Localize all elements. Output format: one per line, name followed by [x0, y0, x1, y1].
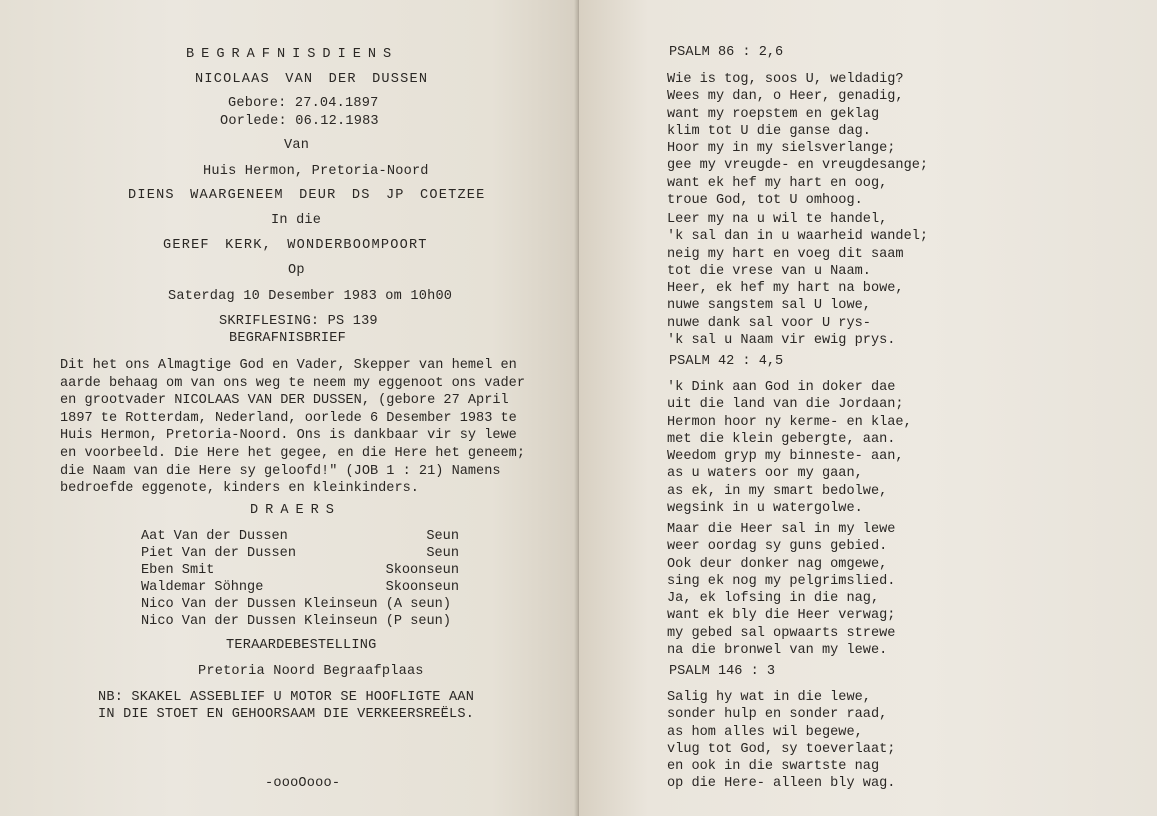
- verse-line: met die klein gebergte, aan.: [667, 431, 896, 447]
- bearer-role: Seun: [426, 529, 459, 544]
- letter-line: bedroefde eggenote, kinders en kleinkinders.: [60, 481, 419, 497]
- psalm-stanza: [667, 379, 967, 517]
- verse-line: neig my hart en voeg dit saam: [667, 246, 904, 262]
- letter-line: die Naam van die Here sy geloofd!" (JOB 1 : 21) Namens: [60, 463, 501, 479]
- verse-line: tot die vrese van u Naam.: [667, 263, 871, 279]
- verse-line: nuwe sangstem sal U lowe,: [667, 298, 871, 314]
- verse-line: Leer my na u wil te handel,: [667, 212, 888, 227]
- letter-line: 1897 te Rotterdam, Nederland, oorlede 6 Desember 1983 te: [60, 410, 517, 426]
- in-label: In die: [271, 213, 322, 228]
- verse-line: Salig hy wat in die lewe,: [667, 690, 871, 705]
- right-page: [579, 0, 1157, 816]
- bearer-role: Seun: [426, 546, 459, 561]
- notice-line-1: NB: SKAKEL ASSEBLIEF U MOTOR SE HOOFLIGTE AAN: [98, 690, 475, 705]
- verse-line: vlug tot God, sy toeverlaat;: [667, 741, 896, 757]
- verse-line: as u waters oor my gaan,: [667, 466, 863, 482]
- verse-line: Weedom gryp my binneste- aan,: [667, 449, 904, 465]
- psalm-stanza: [667, 689, 967, 793]
- verse-line: Maar die Heer sal in my lewe: [667, 522, 896, 537]
- death-date: Oorlede: 06.12.1983: [220, 114, 379, 129]
- deceased-name: NICOLAAS VAN DER DUSSEN: [195, 72, 429, 87]
- verse-line: nuwe dank sal voor U rys-: [667, 315, 871, 331]
- verse-line: as ek, in my smart bedolwe,: [667, 483, 888, 499]
- psalm-stanza: [667, 71, 967, 209]
- psalm-title: PSALM 42 : 4,5: [669, 354, 784, 369]
- verse-line: sing ek nog my pelgrimslied.: [667, 573, 896, 589]
- birth-date: Gebore: 27.04.1897: [228, 96, 379, 111]
- from-label: Van: [284, 138, 310, 153]
- verse-line: Wie is tog, soos U, weldadig?: [667, 72, 904, 87]
- psalm-stanza: [667, 521, 967, 659]
- notice-line-2: IN DIE STOET EN GEHOORSAAM DIE VERKEERSREËLS.: [98, 707, 475, 722]
- verse-line: na die bronwel van my lewe.: [667, 643, 888, 659]
- bearer-row: [141, 596, 459, 613]
- verse-line: gee my vreugde- en vreugdesange;: [667, 158, 929, 174]
- verse-line: troue God, tot U omhoog.: [667, 193, 863, 209]
- psalm-stanza: [667, 211, 967, 349]
- location: Huis Hermon, Pretoria-Noord: [203, 164, 429, 179]
- officiant: DIENS WAARGENEEM DEUR DS JP COETZEE: [128, 188, 486, 203]
- verse-line: Wees my dan, o Heer, genadig,: [667, 89, 904, 105]
- verse-line: Hoor my in my sielsverlange;: [667, 141, 896, 157]
- burial-title: TERAARDEBESTELLING: [226, 638, 377, 653]
- verse-line: Hermon hoor ny kerme- en klae,: [667, 414, 912, 430]
- verse-line: want ek bly die Heer verwag;: [667, 608, 896, 624]
- letter-line: Huis Hermon, Pretoria-Noord. Ons is dankbaar vir sy lewe: [60, 428, 517, 444]
- psalm-title: PSALM 146 : 3: [669, 664, 776, 679]
- verse-line: en ook in die swartste nag: [667, 759, 880, 775]
- verse-line: wegsink in u watergolwe.: [667, 501, 863, 517]
- cemetery: Pretoria Noord Begraafplaas: [198, 664, 424, 679]
- letter-line: en voorbeeld. Die Here het gegee, en die Here het geneem;: [60, 445, 525, 461]
- verse-line: uit die land van die Jordaan;: [667, 397, 904, 413]
- verse-line: weer oordag sy guns gebied.: [667, 539, 888, 555]
- bearer-role: Skoonseun: [385, 580, 459, 595]
- bearer-row: [141, 562, 459, 579]
- bearer-row: [141, 579, 459, 596]
- verse-line: klim tot U die ganse dag.: [667, 123, 871, 139]
- letter-line: en grootvader NICOLAAS VAN DER DUSSEN, (gebore 27 April: [60, 393, 509, 409]
- verse-line: as hom alles wil begewe,: [667, 724, 863, 740]
- bearer-name: Waldemar Söhnge: [141, 580, 264, 595]
- bearer-name: Nico Van der Dussen Kleinseun (A seun): [141, 597, 451, 612]
- end-mark: -oooOooo-: [265, 776, 341, 791]
- letter-title: BEGRAFNISBRIEF: [229, 331, 347, 346]
- scripture-reading: SKRIFLESING: PS 139: [219, 314, 378, 329]
- service-date-time: Saterdag 10 Desember 1983 om 10h00: [168, 289, 453, 304]
- letter-line: aarde behaag om van ons weg te neem my eggenoot ons vader: [60, 375, 525, 391]
- bearer-name: Eben Smit: [141, 563, 215, 578]
- heading: BEGRAFNISDIENS: [186, 47, 399, 62]
- psalm-title: PSALM 86 : 2,6: [669, 45, 784, 60]
- bearer-row: [141, 528, 459, 545]
- verse-line: want ek hef my hart en oog,: [667, 175, 888, 191]
- bearers-title: DRAERS: [250, 503, 341, 518]
- verse-line: sonder hulp en sonder raad,: [667, 707, 888, 723]
- funeral-letter: [60, 357, 540, 498]
- verse-line: Heer, ek hef my hart na bowe,: [667, 281, 904, 297]
- verse-line: 'k Dink aan God in doker dae: [667, 380, 896, 395]
- on-label: Op: [288, 263, 305, 278]
- verse-line: op die Here- alleen bly wag.: [667, 776, 896, 792]
- bearer-row: [141, 613, 459, 630]
- bearer-name: Aat Van der Dussen: [141, 529, 288, 544]
- verse-line: my gebed sal opwaarts strewe: [667, 625, 896, 641]
- verse-line: Ja, ek lofsing in die nag,: [667, 591, 880, 607]
- verse-line: want my roepstem en geklag: [667, 106, 880, 122]
- verse-line: 'k sal u Naam vir ewig prys.: [667, 333, 896, 349]
- bearer-name: Nico Van der Dussen Kleinseun (P seun): [141, 614, 451, 629]
- verse-line: 'k sal dan in u waarheid wandel;: [667, 229, 929, 245]
- letter-line: Dit het ons Almagtige God en Vader, Skepper van hemel en: [60, 358, 517, 373]
- bearer-row: [141, 545, 459, 562]
- bearer-role: Skoonseun: [385, 563, 459, 578]
- church: GEREF KERK, WONDERBOOMPOORT: [163, 238, 428, 253]
- verse-line: Ook deur donker nag omgewe,: [667, 556, 888, 572]
- bearer-name: Piet Van der Dussen: [141, 546, 296, 561]
- left-page: [0, 0, 578, 816]
